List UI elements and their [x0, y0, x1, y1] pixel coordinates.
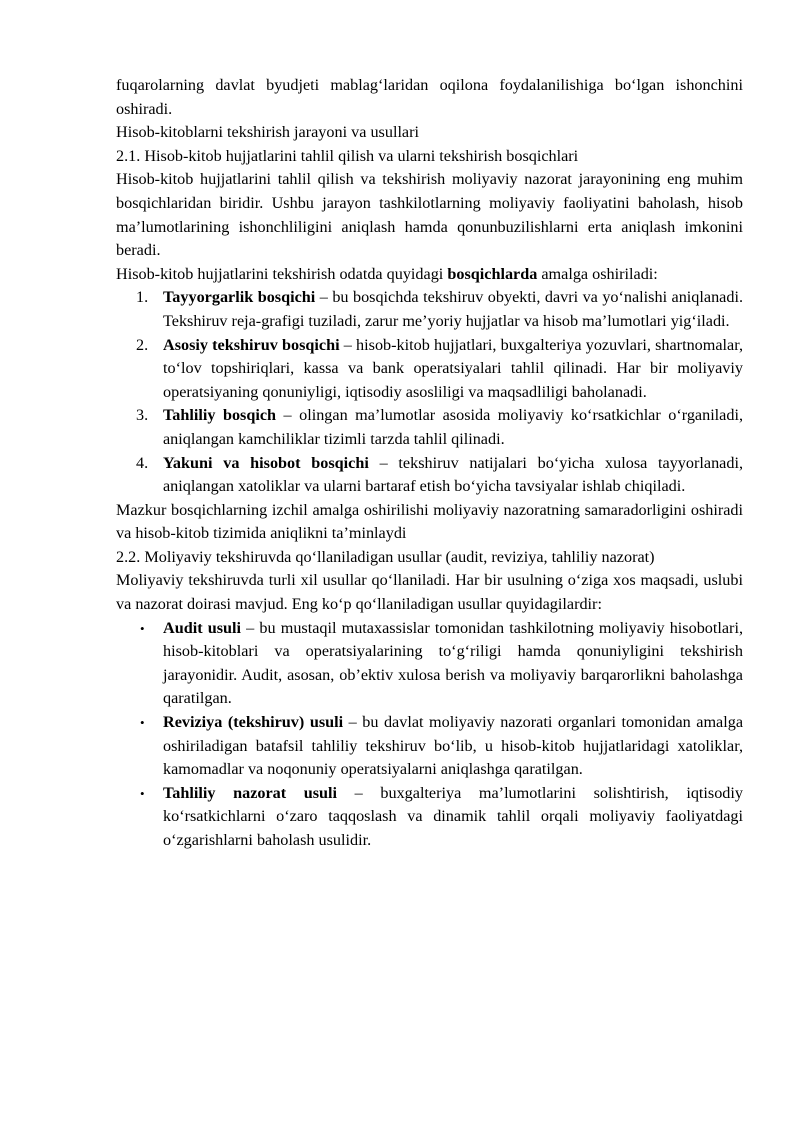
method-title: Reviziya (tekshiruv) usuli	[163, 713, 344, 732]
intro-paragraph: fuqarolarning davlat byudjeti mablag‘laridan oqilona foydalanilishiga bo‘lgan ishonchini oshiradi.	[116, 76, 743, 118]
list-item	[116, 452, 743, 499]
document-page	[116, 74, 743, 853]
subsection-1-paragraph-1: Hisob-kitob hujjatlarini tahlil qilish va tekshirish moliyaviy nazorat jarayonining eng muhim bosqichlaridan biridir. Ushbu jarayon tashkilotlarning moliyaviy faoliyatini baholash, hisob ma’lumotlarining ishonchliligini aniqlash hamda qonunbuzilishlarni erta aniqlash imkonini beradi.	[116, 170, 743, 260]
list-item-number: 2.	[136, 335, 149, 354]
list-item-number: 3.	[136, 406, 149, 425]
subsection-2-heading: 2.2. Moliyaviy tekshiruvda qo‘llaniladigan usullar (audit, reviziya, tahliliy nazorat)	[116, 547, 655, 566]
list-item-number: 1.	[136, 288, 149, 307]
list-item	[116, 782, 743, 853]
method-description: – buxgalteriya ma’lumotlarini solishtirish, iqtisodiy ko‘rsatkichlarni o‘zaro taqqoslash va dinamik tahlil orqali moliyaviy faoliyatdagi o‘zgarishlarni baholash usulidir.	[163, 783, 743, 849]
bullet-icon: •	[140, 785, 145, 801]
step-title: Tahliliy bosqich	[163, 406, 277, 425]
step-description: – bu bosqichda tekshiruv obyekti, davri va yo‘nalishi aniqlanadi. Tekshiruv reja-grafigi tuziladi, zarur me’yoriy hujjatlar va hisob ma’lumotlari yig‘iladi.	[163, 288, 743, 330]
subsection-2-paragraph-1: Moliyaviy tekshiruvda turli xil usullar qo‘llaniladi. Har bir usulning o‘ziga xos maqsadi, uslubi va nazorat doirasi mavjud. Eng ko‘p qo‘llaniladigan usullar quyidagilardir:	[116, 571, 743, 614]
paragraph-2-text-after: amalga oshiriladi:	[537, 264, 658, 283]
stages-list	[116, 286, 743, 498]
step-description: – hisob-kitob hujjatlari, buxgalteriya yozuvlari, shartnomalar, to‘lov topshiriqlari, kassa va bank operatsiyalari tahlil qilinadi. Har bir moliyaviy operatsiyaning qonuniyligi, iqtisodiy asosliligi va maqsadliligi baholanadi.	[163, 335, 743, 401]
subsection-1-heading: 2.1. Hisob-kitob hujjatlarini tahlil qilish va ularni tekshirish bosqichlari	[116, 146, 579, 165]
list-item	[116, 334, 743, 405]
bullet-icon: •	[140, 620, 145, 636]
list-item	[116, 617, 743, 711]
step-title: Tayyorgarlik bosqichi	[163, 288, 316, 307]
list-item	[116, 404, 743, 451]
step-title: Asosiy tekshiruv bosqichi	[163, 335, 340, 354]
step-title: Yakuni va hisobot bosqichi	[163, 453, 369, 472]
step-description: – tekshiruv natijalari bo‘yicha xulosa tayyorlanadi, aniqlangan xatoliklar va ularni bartaraf etish bo‘yicha tavsiyalar ishlab chiqiladi.	[163, 453, 743, 496]
paragraph-2-bold-term: bosqichlarda	[447, 264, 538, 283]
section-heading: Hisob-kitoblarni tekshirish jarayoni va usullari	[116, 123, 420, 142]
method-description: – bu davlat moliyaviy nazorati organlari tomonidan amalga oshiriladigan batafsil tahliliy tekshiruv bo‘lib, u hisob-kitob hujjatlaridagi xatoliklar, kamomadlar va noqonuniy operatsiyalarni aniqlashga qaratilgan.	[163, 713, 744, 779]
method-description: – bu mustaqil mutaxassislar tomonidan tashkilotning moliyaviy hisobotlari, hisob-kitoblari va operatsiyalarining to‘g‘riligi hamda qonuniyligini tekshirish jarayonidir. Audit, asosan, ob’ektiv xulosa berish va moliyaviy barqarorlikni baholashga qaratilgan.	[163, 618, 743, 708]
list-item	[116, 711, 743, 782]
list-item	[116, 286, 743, 333]
method-title: Tahliliy nazorat usuli	[163, 783, 338, 802]
method-title: Audit usuli	[163, 618, 242, 637]
subsection-1-paragraph-2	[116, 263, 743, 287]
list-item-number: 4.	[136, 453, 149, 472]
bullet-icon: •	[140, 715, 145, 731]
methods-list	[116, 617, 743, 853]
paragraph-2-text-before: Hisob-kitob hujjatlarini tekshirish odatda quyidagi	[116, 264, 448, 283]
step-description: – olingan ma’lumotlar asosida moliyaviy ko‘rsatkichlar o‘rganiladi, aniqlangan kamchiliklar tizimli tarzda tahlil qilinadi.	[163, 406, 744, 448]
subsection-1-conclusion: Mazkur bosqichlarning izchil amalga oshirilishi moliyaviy nazoratning samaradorligini oshiradi va hisob-kitob tizimida aniqlikni ta’minlaydi	[116, 500, 743, 543]
